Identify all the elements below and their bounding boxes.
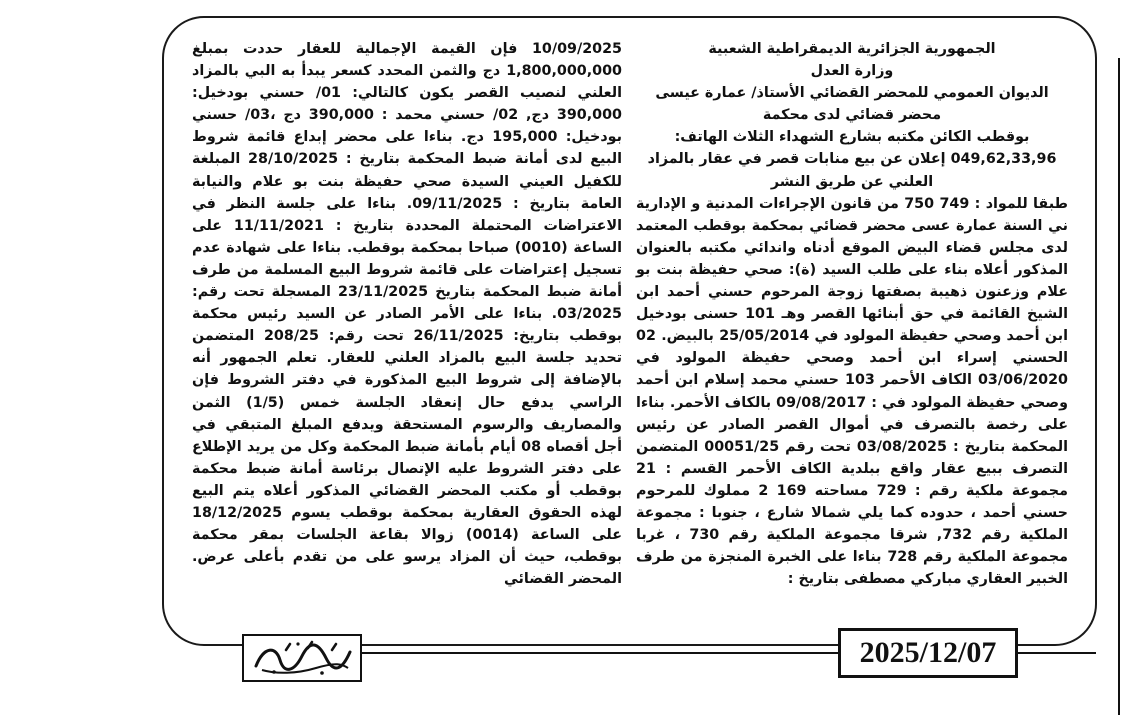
header-bailiff: محضر قضائي لدى محكمة: [762, 107, 942, 124]
newspaper-logo: [242, 634, 362, 682]
header-office: الديوان العمومي للمحضر القضائي الأستاذ/ عمارة عيسى: [655, 85, 1049, 102]
right-column: [636, 38, 1068, 590]
page-edge-divider: [1118, 58, 1120, 715]
footer-divider: [362, 652, 838, 654]
footer-divider-right: [1018, 652, 1096, 654]
header-ministry: وزارة العدل: [810, 63, 894, 80]
left-column: [192, 38, 622, 590]
header-republic: الجمهورية الجزائرية الديمقراطية الشعبية: [708, 41, 996, 57]
calligraphy-logo-icon: [246, 638, 358, 678]
header-publication: العلني عن طريق النشر: [770, 173, 934, 190]
header-address: بوقطب الكائن مكتبه بشارع الشهداء الثلاث الهاتف:: [674, 129, 1030, 146]
left-column-body: 10/09/2025 فإن القيمة الإجمالية للعقار حددت بمبلغ 1,800,000,000 دج والثمن المحدد كسعر يبدأ به البي بالمزاد العلني لنصيب القصر يكون كالتالي: 01/ حسني بودخيل: 390,000 دج, 02/ حسني محمد : 390,000 دج ،03/ حسني بودخيل: 195,000 دج. بناءا على محضر إبداع قائمة شروط البيع لدى أمانة ضبط المحكمة بتاريخ : 28/10/2025 المبلغة للكفيل العيني السيدة صحي حفيظة بنت بو علام والنيابة العامة بتاريخ : 09/11/2025. بناءا على جلسة النظر في الاعتراضات المحتملة المحددة بتاريخ : 11/11/2021 على الساعة (0010) صباحا بمحكمة بوقطب. بناءا على شهادة عدم تسجيل إعتراضات على قائمة شروط البيع المسلمة من طرف أمانة ضبط المحكمة بتاريخ 23/11/2025 المسجلة تحت رقم: 03/2025. بناءا على الأمر الصادر عن السيد رئيس محكمة بوقطب بتاريخ: 26/11/2025 تحت رقم: 208/25 المتضمن تحديد جلسة البيع بالمزاد العلني للعقار. تعلم الجمهور أنه بالإضافة إلى شروط البيع المذكورة في دفتر الشروط فإن الراسي يدفع حال إنعقاد الجلسة خمس (1/5) الثمن والمصاريف والرسوم المستحقة ويدفع المبلغ المتبقي في أجل أقصاه 08 أيام بأمانة ضبط المحكمة وكل من يريد الإطلاع على دفتر الشروط عليه الإتصال برئاسة أمانة ضبط محكمة بوقطب أو مكتب المحضر القضائي المذكور أعلاه يتم البيع لهذه الحقوق العقارية بمحكمة بوقطب يسوم 18/12/2025 على الساعة (0014) زوالا بقاعة الجلسات بمقر محكمة بوقطب، حيث أن المزاد يرسو على من تقدم بأعلى عرض. المحضر القضائي: [192, 41, 623, 588]
header-announcement: 049,62,33,96 إعلان عن بيع منابات قصر في عقار بالمزاد: [647, 151, 1057, 168]
notice-frame: [162, 16, 1097, 646]
right-column-body: طبقا للمواد : 749 750 من قانون الإجراءات المدنية و الإدارية ني السنة عمارة عسى محضر قضائي بمحكمة بوقطب المعتمد لدى مجلس قضاء البيض الموقع أدناه واندائي مكتبه بالعنوان المذكور أعلاه بناء على طلب السيد (ة): صحي حفيظة بنت بو علام وزعنون ذهيبة بصفتها زوجة المرحوم حسني أحمد ابن الشيخ القائمة في حق أبنائها القصر وهـ 101 حسنى بودخيل ابن أحمد وصحي حفيظة المولود في 25/05/2014 بالبيض. 02 الحسني إسراء ابن أحمد وصحي حفيظة المولود في 03/06/2020 الكاف الأحمر 103 حسني محمد إسلام ابن أحمد وصحي حفيظة المولود في : 09/08/2017 بالكاف الأحمر. بناءا على رخصة بالتصرف في أموال القصر الصادر عن رئيس المحكمة بتاريخ : 03/08/2025 تحت رقم 00051/25 المتضمن التصرف ببيع عقار واقع ببلدية الكاف الأحمر القسم : 21 مجموعة ملكية رقم : 729 مساحته 169 2 مملوك للمرحوم حسني أحمد ، حدوده كما يلي شمالا شارع ، جنوبا : مجموعة الملكية رقم 732, شرقا مجموعة الملكية رقم 730 ، غربا مجموعة الملكية رقم 728 بناءا على الخبرة المنجزة من طرف الخبير العقاري مباركي مصطفى بتاريخ :: [636, 195, 1069, 588]
publication-date: 2025/12/07: [838, 628, 1018, 678]
